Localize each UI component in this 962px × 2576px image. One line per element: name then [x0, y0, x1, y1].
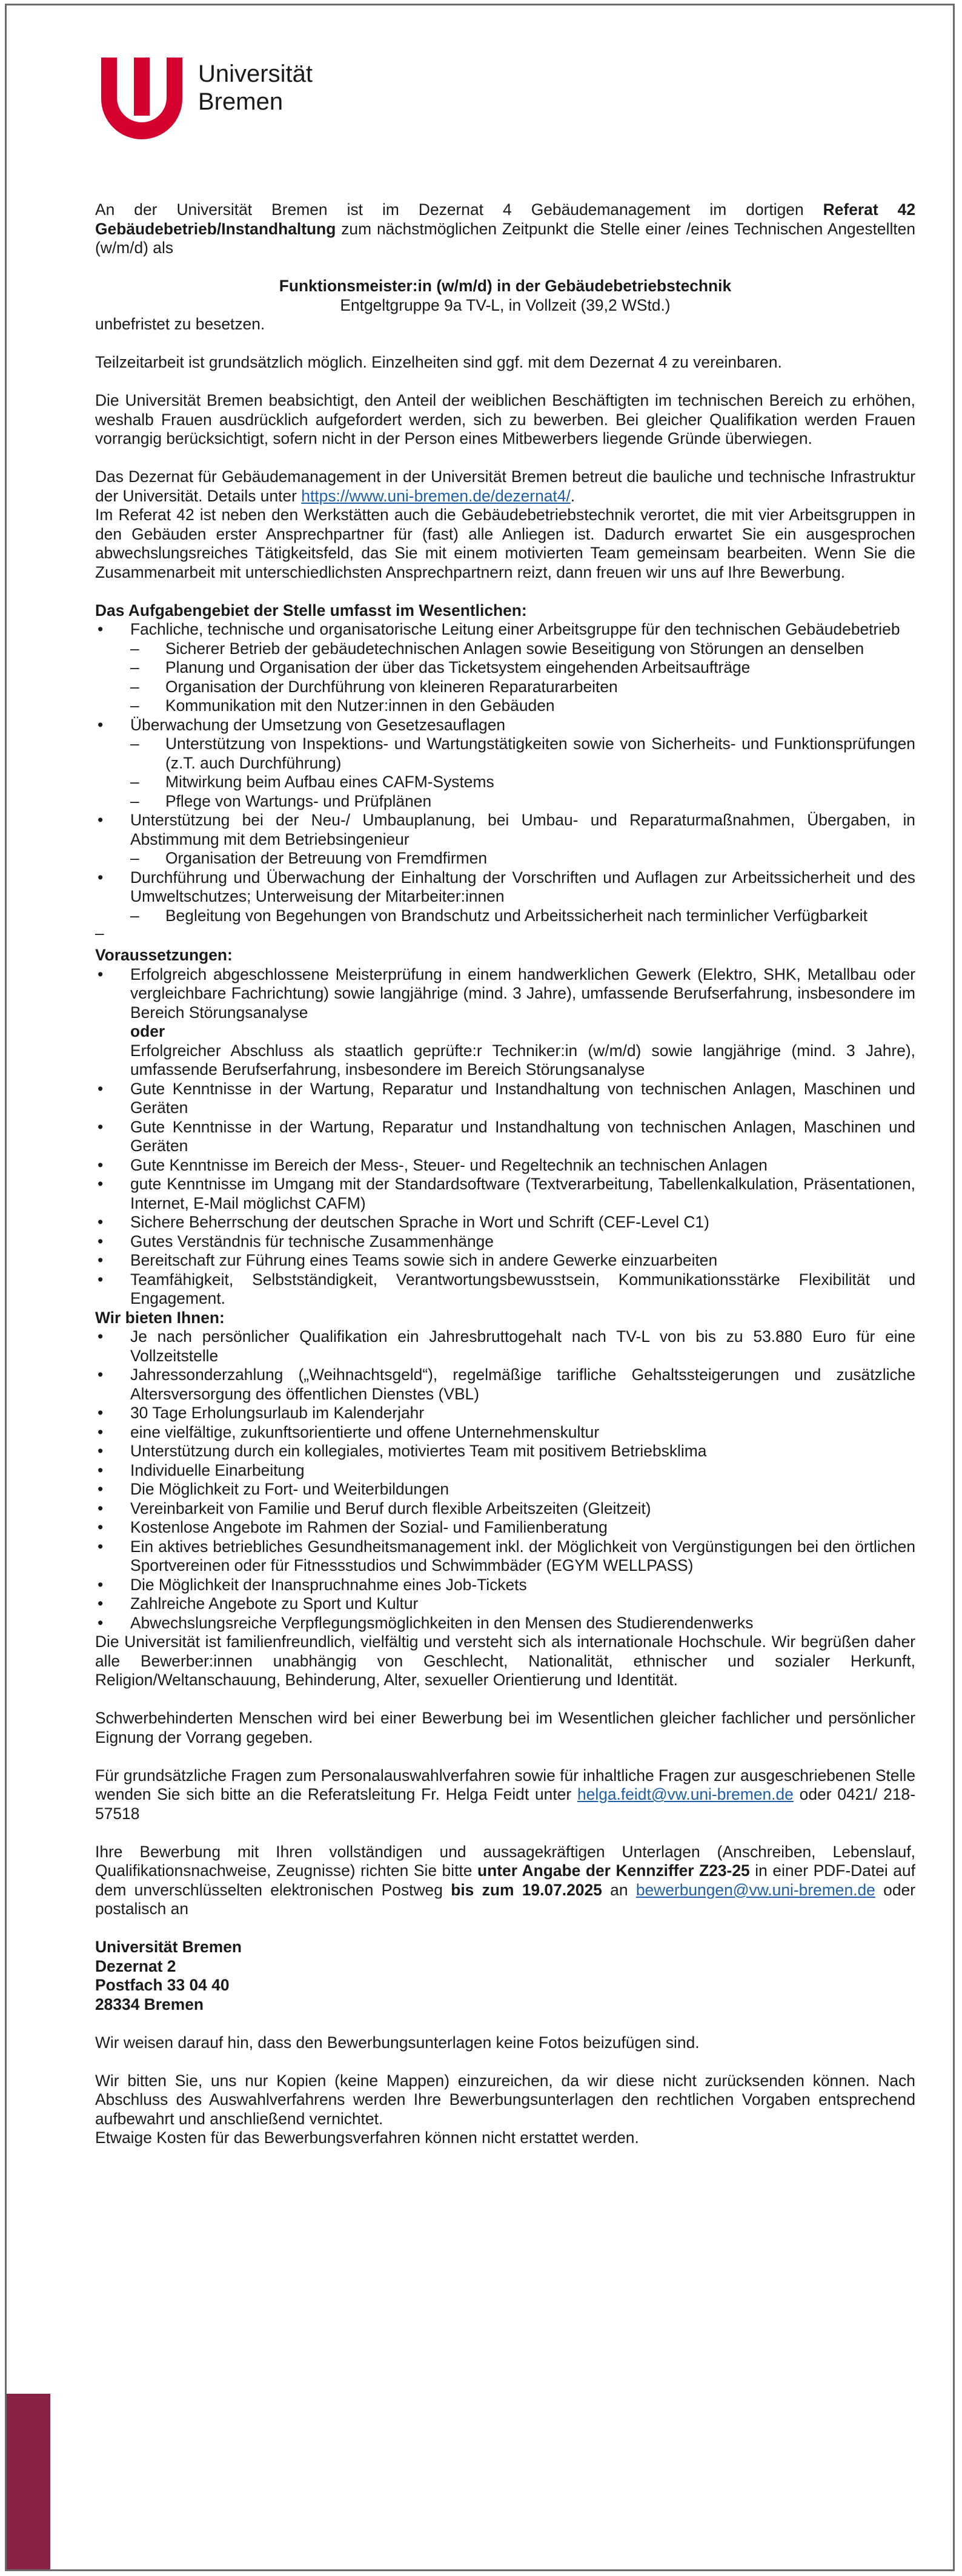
questions-phone: oder 0421/ 218-57518: [95, 1785, 915, 1823]
ad-content: [95, 200, 915, 2148]
apply-email-link[interactable]: bewerbungen@vw.uni-bremen.de: [635, 1880, 875, 1899]
offer-item: • Jahressonderzahlung („Weihnachtsgeld“), regelmäßige tarifliche Gehaltssteigerungen und zusätzliche Altersversorgung des öffentlichen Dienstes (VBL): [95, 1366, 915, 1404]
requirement-item: • gute Kenntnisse im Umgang mit der Standardsoftware (Textverarbeitung, Tabellenkalkulation, Präsentationen, Internet, E-Mail möglichst CAFM): [95, 1175, 915, 1213]
task-sublist: [130, 639, 915, 716]
address-line: Dezernat 2: [95, 1957, 176, 1975]
apply-paragraph: Ihre Bewerbung mit Ihren vollständigen und aussagekräftigen Unterlagen (Anschreiben, Lebenslauf, Qualifikationsnachweise, Zeugnisse) richten Sie bitte unter Angabe der Kennziffer Z23-25 in einer PDF-Datei auf dem unverschlüsselten elektronischen Postweg bis zum 19.07.2025 an bewerbungen@vw.uni-bremen.de oder postalisch an: [95, 1842, 915, 1918]
requirement-item: • Gute Kenntnisse in der Wartung, Reparatur und Instandhaltung von technischen Anlagen, Maschinen und Geräten: [95, 1118, 915, 1156]
logo-line-1: Universität: [198, 61, 313, 87]
logo-wordmark: [198, 60, 313, 116]
address-line: Postfach 33 04 40: [95, 1976, 230, 1994]
position-title: Funktionsmeister:in (w/m/d) in der Gebäudebetriebstechnik: [279, 277, 732, 295]
task-subitem: – Planung und Organisation der über das Ticketsystem eingehenden Arbeitsaufträge: [130, 658, 915, 678]
offer-item: • Unterstützung durch ein kollegiales, motiviertes Team mit positivem Betriebsklima: [95, 1442, 915, 1461]
offer-item: • Vereinbarkeit von Familie und Beruf durch flexible Arbeitszeiten (Gleitzeit): [95, 1499, 915, 1519]
offer-item: • Die Möglichkeit der Inanspruchnahme eines Job-Tickets: [95, 1576, 915, 1595]
requirements-list: [95, 965, 915, 1309]
offer-item: • Abwechslungsreiche Verpflegungsmöglichkeiten in den Mensen des Studierendenwerks: [95, 1614, 915, 1633]
family-paragraph: Die Universität ist familienfreundlich, vielfältig und versteht sich als internationale Hochschule. Wir begrüßen daher alle Bewerber:innen unabhängig von Geschlecht, Nationalität, ethnischer und sozialer Herkunft, Religion/Weltanschauung, Behinderung, Alter, sexueller Orientierung und Identität.: [95, 1633, 915, 1689]
task-subitem: – Kommunikation mit den Nutzer:innen in den Gebäuden: [130, 696, 915, 716]
task-subitem: – Mitwirkung beim Aufbau eines CAFM-Systems: [130, 773, 915, 792]
dezernat-text-1: Das Dezernat für Gebäudemanagement in der Universität Bremen betreut die bauliche und technische Infrastruktur der Universität. Details unter: [95, 467, 915, 505]
offer-item: • Je nach persönlicher Qualifikation ein Jahresbruttogehalt nach TV-L von bis zu 53.880 Euro für eine Vollzeitstelle: [95, 1327, 915, 1366]
logo-line-2: Bremen: [198, 88, 284, 115]
stray-dash: –: [95, 924, 104, 942]
task-subitem: – Organisation der Betreuung von Fremdfirmen: [130, 849, 915, 868]
position-term: unbefristet zu besetzen.: [95, 315, 265, 333]
requirement-or: oder: [130, 1022, 165, 1040]
requirement-item: • Gute Kenntnisse in der Wartung, Reparatur und Instandhaltung von technischen Anlagen, Maschinen und Geräten: [95, 1080, 915, 1118]
task-sublist: [130, 849, 915, 868]
intro-paragraph: [95, 200, 915, 258]
task-item: • Fachliche, technische und organisatorische Leitung einer Arbeitsgruppe für den technischen Gebäudebetrieb – Sicherer Betrieb der gebäudetechnischen Anlagen sowie Beseitigung von Störungen an denselben – Planung und Organisation der über das Ticketsystem eingehenden Arbeitsaufträge – Organisation der Durchführung von kleineren Reparaturarbeiten – Kommunikation mit den Nutzer:innen in den Gebäuden: [95, 620, 915, 716]
requirement-item: • Gutes Verständnis für technische Zusammenhänge: [95, 1232, 915, 1252]
intro-department: Referat 42 Gebäudebetrieb/Instandhaltung: [95, 200, 915, 238]
task-item: • Durchführung und Überwachung der Einhaltung der Vorschriften und Auflagen zur Arbeitssicherheit und des Umweltschutzes; Unterweisung der Mitarbeiter:innen – Begleitung von Begehungen von Brandschutz und Arbeitssicherheit nach terminlicher Verfügbarkeit: [95, 868, 915, 926]
equality-paragraph: Die Universität Bremen beabsichtigt, den Anteil der weiblichen Beschäftigten im technischen Bereich zu erhöhen, weshalb Frauen ausdrücklich aufgefordert werden, sich zu bewerben. Bei gleicher Qualifikation werden Frauen vorrangig berücksichtigt, sofern nicht in der Person eines Mitbewerbers liegende Gründe überwiegen.: [95, 391, 915, 447]
requirement-item: • Teamfähigkeit, Selbstständigkeit, Verantwortungsbewusstsein, Kommunikationsstärke Flexibilität und Engagement.: [95, 1270, 915, 1309]
apply-reference-code: unter Angabe der Kennziffer Z23-25: [477, 1861, 750, 1880]
task-subitem: – Pflege von Wartungs- und Prüfplänen: [130, 792, 915, 811]
apply-deadline: bis zum 19.07.2025: [451, 1880, 602, 1899]
offer-item: • Die Möglichkeit zu Fort- und Weiterbildungen: [95, 1480, 915, 1499]
offer-item: • eine vielfältige, zukunftsorientierte und offene Unternehmenskultur: [95, 1423, 915, 1442]
offer-item: • Kostenlose Angebote im Rahmen der Sozial- und Familienberatung: [95, 1518, 915, 1537]
requirement-item: • Gute Kenntnisse im Bereich der Mess-, Steuer- und Regeltechnik an technischen Anlagen: [95, 1156, 915, 1175]
tasks-list: [95, 620, 915, 925]
university-logo: [96, 54, 351, 145]
decorative-side-bar: [7, 2394, 50, 2569]
task-sublist: [130, 907, 915, 926]
address-line: Universität Bremen: [95, 1938, 242, 1956]
parttime-paragraph: Teilzeitarbeit ist grundsätzlich möglich. Einzelheiten sind ggf. mit dem Dezernat 4 zu vereinbaren.: [95, 353, 782, 371]
dezernat-link[interactable]: https://www.uni-bremen.de/dezernat4/: [301, 486, 571, 505]
task-item: • Unterstützung bei der Neu-/ Umbauplanung, bei Umbau- und Reparaturmaßnahmen, Übergaben, in Abstimmung mit dem Betriebsingenieur – Organisation der Betreuung von Fremdfirmen: [95, 811, 915, 868]
task-subitem: – Unterstützung von Inspektions- und Wartungstätigkeiten sowie von Sicherheits- und Funktionsprüfungen (z.T. auch Durchführung): [130, 735, 915, 773]
job-ad-frame: [5, 4, 955, 2571]
offer-item: • 30 Tage Erholungsurlaub im Kalenderjahr: [95, 1404, 915, 1423]
offers-list: [95, 1327, 915, 1633]
address-line: 28334 Bremen: [95, 1995, 204, 2013]
postal-address: [95, 1938, 915, 2014]
task-item: • Überwachung der Umsetzung von Gesetzesauflagen – Unterstützung von Inspektions- und Wartungstätigkeiten sowie von Sicherheits- und Funktionsprüfungen (z.T. auch Durchführung) – Mitwirkung beim Aufbau eines CAFM-Systems – Pflege von Wartungs- und Prüfplänen: [95, 716, 915, 811]
intro-post: zum nächstmöglichen Zeitpunkt die Stelle einer /eines Technischen Angestellten (w/m/d) als: [95, 219, 915, 257]
offer-item: • Ein aktives betriebliches Gesundheitsmanagement inkl. der Möglichkeit von Vergünstigungen bei den örtlichen Sportvereinen oder für Fitnessstudios und Schwimmbäder (EGYM WELLPASS): [95, 1537, 915, 1576]
offer-item: • Zahlreiche Angebote zu Sport und Kultur: [95, 1594, 915, 1614]
dezernat-paragraph: [95, 467, 915, 582]
task-sublist: [130, 735, 915, 811]
questions-email-link[interactable]: helga.feidt@vw.uni-bremen.de: [577, 1785, 794, 1803]
task-subitem: – Organisation der Durchführung von kleineren Reparaturarbeiten: [130, 678, 915, 697]
requirement-item: • Bereitschaft zur Führung eines Teams sowie sich in andere Gewerke einzuarbeiten: [95, 1251, 915, 1270]
tasks-heading: Das Aufgabengebiet der Stelle umfasst im Wesentlichen:: [95, 601, 527, 619]
uni-bremen-logo-icon: [96, 54, 187, 145]
position-pay: Entgeltgruppe 9a TV-L, in Vollzeit (39,2 WStd.): [340, 296, 671, 314]
copies-paragraph: Wir bitten Sie, uns nur Kopien (keine Mappen) einzureichen, da wir diese nicht zurücksenden können. Nach Abschluss des Auswahlverfahrens werden Ihre Bewerbungsunterlagen den rechtlichen Vorgaben entsprechend aufbewahrt und anschließend vernichtet. Etwaige Kosten für das Bewerbungsverfahren können nicht erstattet werden.: [95, 2071, 915, 2147]
task-subitem: – Begleitung von Begehungen von Brandschutz und Arbeitssicherheit nach terminlicher Verfügbarkeit: [130, 907, 915, 926]
intro-pre: An der Universität Bremen ist im Dezernat 4 Gebäudemanagement im dortigen: [95, 200, 823, 219]
task-subitem: – Sicherer Betrieb der gebäudetechnischen Anlagen sowie Beseitigung von Störungen an denselben: [130, 639, 915, 659]
questions-paragraph: Für grundsätzliche Fragen zum Personalauswahlverfahren sowie für inhaltliche Fragen zur ausgeschriebenen Stelle wenden Sie sich bitte an die Referatsleitung Fr. Helga Feidt unter helga.feidt@vw.uni-bremen.de oder 0421/ 218-57518: [95, 1766, 915, 1823]
requirement-item: • Erfolgreich abgeschlossene Meisterprüfung in einem handwerklichen Gewerk (Elektro, SHK, Metallbau oder vergleichbare Fachrichtung) sowie langjährige (mind. 3 Jahre), umfassende Berufserfahrung, insbesondere im Bereich Störungsanalyse oder Erfolgreicher Abschluss als staatlich geprüfte:r Techniker:in (w/m/d) sowie langjährige (mind. 3 Jahre), umfassende Berufserfahrung, insbesondere im Bereich Störungsanalyse: [95, 965, 915, 1080]
photos-paragraph: Wir weisen darauf hin, dass den Bewerbungsunterlagen keine Fotos beizufügen sind.: [95, 2033, 700, 2052]
offers-heading: Wir bieten Ihnen:: [95, 1308, 225, 1327]
dezernat-text-1-end: .: [570, 486, 576, 505]
requirements-heading: Voraussetzungen:: [95, 946, 233, 964]
dezernat-text-2: Im Referat 42 ist neben den Werkstätten auch die Gebäudebetriebstechnik verortet, die mit vier Arbeitsgruppen in den Gebäuden erster Ansprechpartner für (fast) alle Anliegen ist. Dadurch erwartet Sie ein ausgesprochen abwechslungsreiches Tätigkeitsfeld, das Sie mit einem motivierten Team gemeinsam bearbeiten. Wenn Sie die Zusammenarbeit mit unterschiedlichsten Ansprechpartnern reizt, dann freuen wir uns auf Ihre Bewerbung.: [95, 506, 915, 581]
disabled-paragraph: Schwerbehinderten Menschen wird bei einer Bewerbung bei im Wesentlichen gleicher fachlicher und persönlicher Eignung der Vorrang gegeben.: [95, 1709, 915, 1746]
offer-item: • Individuelle Einarbeitung: [95, 1461, 915, 1481]
requirement-item: • Sichere Beherrschung der deutschen Sprache in Wort und Schrift (CEF-Level C1): [95, 1213, 915, 1232]
